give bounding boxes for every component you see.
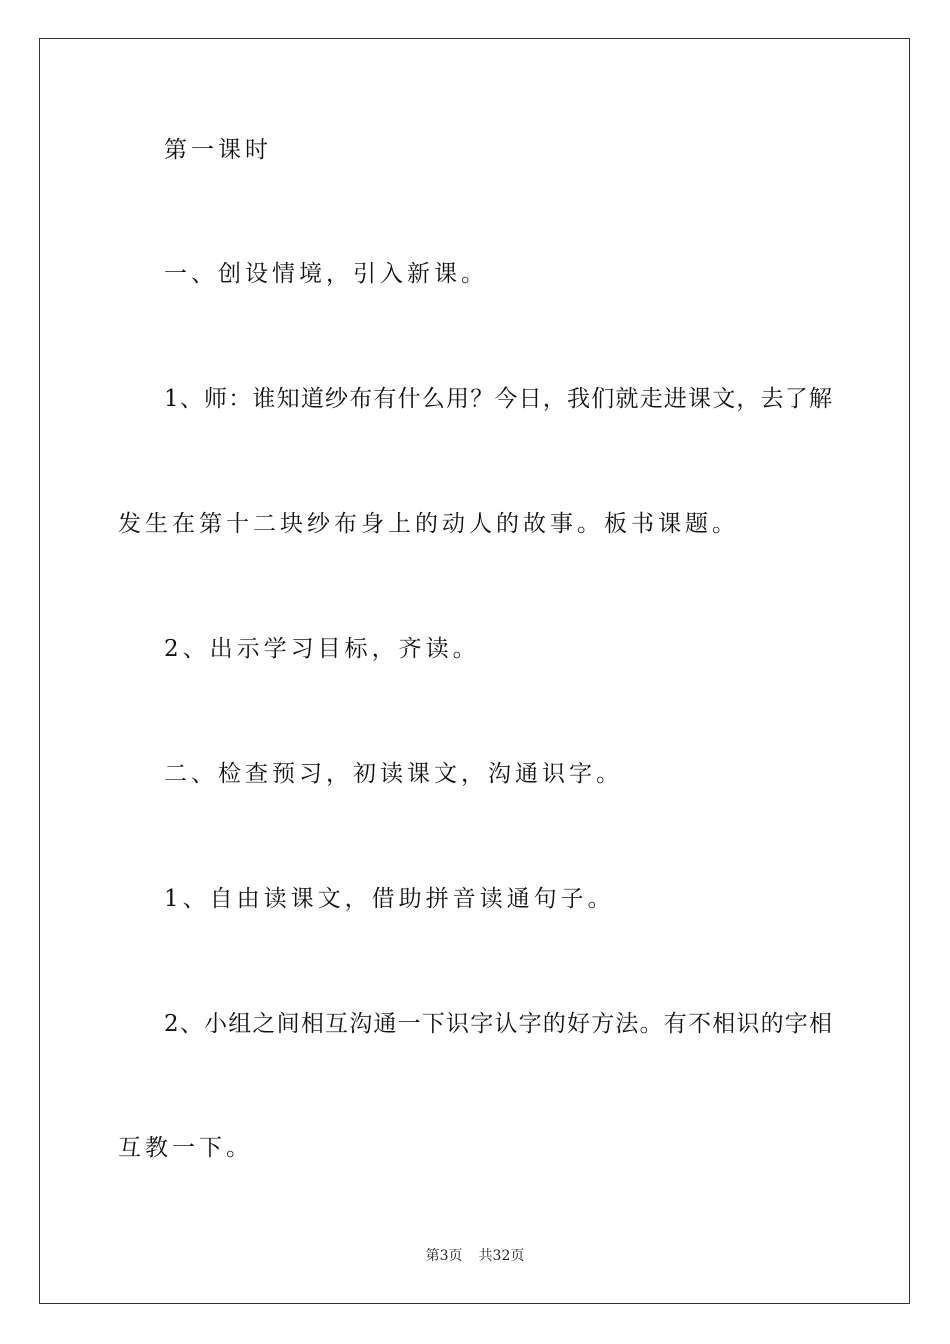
- page-number: 第3页: [425, 1248, 463, 1264]
- paragraph-line: 互教一下。: [118, 1135, 253, 1161]
- paragraph-line: 1、师：谁知道纱布有什么用？今日，我们就走进课文，去了解: [164, 386, 832, 412]
- paragraph-line: 发生在第十二块纱布身上的动人的故事。板书课题。: [118, 511, 739, 537]
- section-heading-two: 二、检查预习，初读课文，沟通识字。: [164, 761, 623, 787]
- page-border: [39, 38, 910, 1304]
- paragraph-line: 2、出示学习目标，齐读。: [164, 636, 480, 662]
- page-footer: [0, 1247, 950, 1265]
- paragraph-line: 2、小组之间相互沟通一下识字认字的好方法。有不相识的字相: [164, 1011, 832, 1037]
- page-total: 共32页: [478, 1248, 525, 1264]
- paragraph-line: 1、自由读课文，借助拼音读通句子。: [164, 886, 615, 912]
- section-heading-one: 一、创设情境，引入新课。: [164, 261, 488, 287]
- lesson-title: 第一课时: [164, 137, 272, 163]
